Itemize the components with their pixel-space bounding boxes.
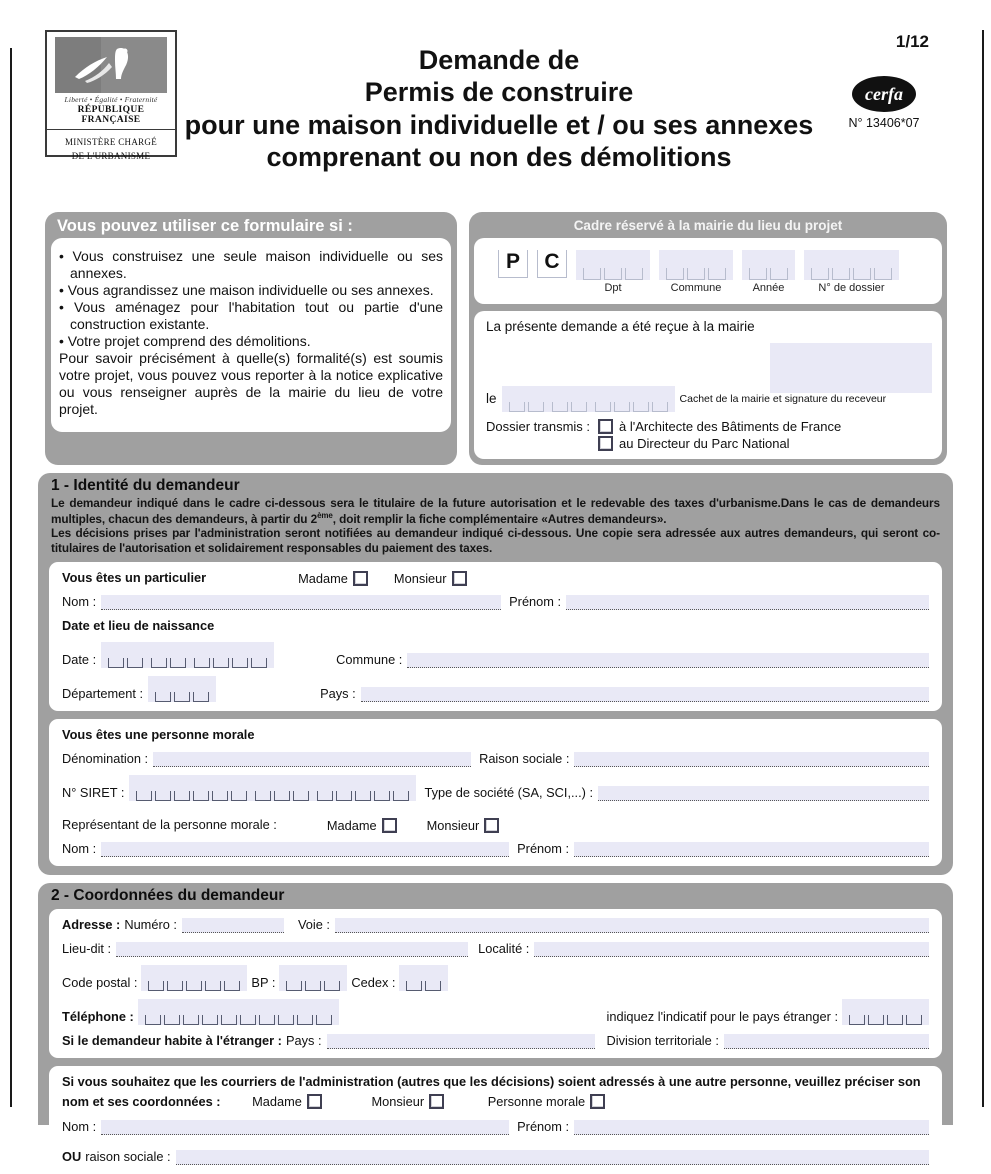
title-line1: Demande de [418, 45, 580, 75]
digit-cell [183, 1015, 199, 1025]
dpt-cells[interactable] [576, 250, 650, 280]
form-title [177, 30, 821, 174]
digit-cell [293, 791, 309, 801]
transmit-options [598, 419, 841, 451]
courrier-madame-label: Madame [252, 1093, 302, 1109]
digit-cell [633, 402, 649, 412]
commune-label: Commune [670, 281, 722, 294]
adresse-row [62, 917, 929, 933]
digit-cell [853, 268, 871, 280]
digit-cell [297, 1015, 313, 1025]
header-right [821, 30, 947, 174]
abf-checkbox[interactable] [598, 419, 613, 434]
parc-national-checkbox[interactable] [598, 436, 613, 451]
digit-cell [849, 1015, 865, 1025]
etranger-row [62, 1033, 929, 1049]
commune-group [659, 250, 733, 294]
division-label: Division territoriale : [606, 1033, 719, 1049]
rep-nom-label: Nom : [62, 841, 97, 857]
title-line3: pour une maison individuelle et / ou ses annexes [184, 109, 814, 140]
usage-note: Pour savoir précisément à quelle(s) formalité(s) est soumis votre projet, vous pouvez vous reporter à la notice explicative ou vous renseigner auprès de la mairie du lieu de votre projet. [59, 350, 443, 418]
digit-cell [355, 791, 371, 801]
digit-cell [202, 1015, 218, 1025]
lieudit-input[interactable] [116, 942, 468, 957]
courrier-monsieur-checkbox[interactable] [429, 1094, 444, 1109]
digit-cell [571, 402, 587, 412]
digit-cell [666, 268, 684, 280]
birth-date-row [62, 642, 929, 668]
usage-panel [45, 212, 457, 465]
logo-republic: RÉPUBLIQUE FRANÇAISE [47, 105, 175, 130]
digit-cell [687, 268, 705, 280]
digit-cell [212, 791, 228, 801]
commune-naissance-input[interactable] [407, 653, 929, 668]
transmit-option-parc [598, 436, 841, 451]
type-societe-label: Type de société (SA, SCI,...) : [424, 785, 594, 801]
rep-nom-prenom-row [62, 841, 929, 857]
date-naissance-cells[interactable] [101, 642, 274, 668]
republique-francaise-logo-box [45, 30, 177, 161]
digit-cell [213, 658, 229, 668]
digit-cell [749, 268, 767, 280]
digit-cell [317, 791, 333, 801]
digit-cell [278, 1015, 294, 1025]
dossier-label: N° de dossier [818, 281, 885, 294]
courrier-monsieur-label: Monsieur [371, 1093, 425, 1109]
rep-nom-input[interactable] [101, 842, 509, 857]
madame-label: Madame [298, 571, 348, 587]
dpt-label: Dpt [604, 281, 622, 294]
siret-cells[interactable] [129, 775, 416, 801]
date-label: Date : [62, 652, 97, 668]
courrier-raison-input[interactable] [176, 1150, 929, 1165]
type-societe-input[interactable] [598, 786, 929, 801]
telephone-cells[interactable] [138, 999, 339, 1025]
title-line4: comprenant ou non des démolitions [266, 142, 732, 173]
mairie-reception-box [474, 311, 942, 459]
courrier-intro-row [62, 1072, 929, 1110]
birth-place-row [62, 676, 929, 702]
digit-cell [259, 1015, 275, 1025]
usage-panel-body [51, 238, 451, 433]
mairie-panel-title: Cadre réservé à la mairie du lieu du projet [573, 217, 843, 233]
section-coordonnees [38, 883, 953, 1164]
code-postal-label: Code postal : [62, 975, 138, 991]
commune-naissance-label: Commune : [336, 652, 403, 668]
raison-sociale-input[interactable] [574, 752, 929, 767]
pays-naissance-input[interactable] [361, 687, 929, 702]
digit-cell [652, 402, 668, 412]
digit-cell [595, 402, 611, 412]
cedex-label: Cedex : [351, 975, 396, 991]
courrier-nom-label: Nom : [62, 1118, 97, 1134]
courrier-personne-morale-option [488, 1092, 605, 1111]
digit-cell [887, 1015, 903, 1025]
digit-cell [286, 981, 302, 991]
bp-label: BP : [251, 975, 276, 991]
courrier-madame-checkbox[interactable] [307, 1094, 322, 1109]
digit-cell [255, 791, 271, 801]
section1-description [38, 496, 953, 563]
stamp-label: Cachet de la mairie et signature du receveur [679, 392, 887, 405]
rep-madame-label: Madame [326, 818, 377, 834]
telephone-label: Téléphone : [62, 1009, 134, 1025]
digit-cell [552, 402, 568, 412]
departement-cells[interactable] [148, 676, 216, 702]
digit-cell [614, 402, 630, 412]
numero-input[interactable] [182, 918, 284, 933]
ou-label: OU [62, 1148, 82, 1164]
digit-cell [811, 268, 829, 280]
code-postal-row [62, 965, 929, 991]
indicatif-cells[interactable] [842, 999, 929, 1025]
rep-prenom-label: Prénom : [517, 841, 570, 857]
section1-desc-part2: , doit remplir la fiche complémentaire «Autres demandeurs». [332, 511, 667, 526]
voie-label: Voie : [297, 917, 330, 933]
courrier-nom-row [62, 1119, 929, 1135]
digit-cell [167, 981, 183, 991]
digit-cell [406, 981, 422, 991]
nom-input[interactable] [101, 595, 501, 610]
digit-cell [193, 692, 209, 702]
mairie-panel [469, 212, 947, 465]
courrier-box [49, 1066, 942, 1173]
bp-cells[interactable] [279, 965, 347, 991]
pays-input[interactable] [327, 1034, 595, 1049]
usage-bullet-1: • Vous construisez une seule maison individuelle ou ses annexes. [59, 248, 443, 282]
digit-cell [155, 692, 171, 702]
prenom-input[interactable] [566, 595, 929, 610]
digit-cell [625, 268, 643, 280]
indicatif-label: indiquez l'indicatif pour le pays étranger : [606, 1009, 838, 1025]
denomination-row [62, 751, 929, 767]
pc-letter-c: C [537, 250, 567, 278]
digit-cell [374, 791, 390, 801]
pc-letter-p: P [498, 250, 528, 278]
digit-cell [193, 791, 209, 801]
section1-title: 1 - Identité du demandeur [51, 476, 240, 494]
courrier-raison-label: raison sociale : [85, 1148, 171, 1164]
digit-cell [868, 1015, 884, 1025]
particulier-title-row [62, 570, 929, 586]
courrier-madame-option [252, 1092, 322, 1111]
logo-ministry [51, 130, 171, 163]
birth-title: Date et lieu de naissance [62, 618, 215, 634]
code-postal-cells[interactable] [141, 965, 247, 991]
commune-cells[interactable] [659, 250, 733, 280]
digit-cell [305, 981, 321, 991]
transmit-row [486, 419, 930, 451]
page-border-left [10, 48, 12, 1107]
representant-label: Représentant de la personne morale : [62, 817, 277, 833]
rep-monsieur-checkbox[interactable] [484, 818, 499, 833]
digit-cell [170, 658, 186, 668]
digit-cell [174, 692, 190, 702]
raison-sociale-label: Raison sociale : [479, 751, 570, 767]
madame-option [298, 571, 368, 586]
cerfa-number: N° 13406*07 [848, 116, 920, 130]
departement-label: Département : [62, 686, 144, 702]
cerfa-logo: cerfa [852, 76, 916, 112]
digit-cell [336, 791, 352, 801]
cedex-cells[interactable] [399, 965, 448, 991]
monsieur-checkbox[interactable] [452, 571, 467, 586]
courrier-prenom-input[interactable] [574, 1120, 929, 1135]
digit-cell [770, 268, 788, 280]
digit-cell [509, 402, 525, 412]
digit-cell [164, 1015, 180, 1025]
courrier-personne-morale-checkbox[interactable] [590, 1094, 605, 1109]
digit-cell [186, 981, 202, 991]
usage-bullet-4: • Votre projet comprend des démolitions. [59, 333, 443, 350]
monsieur-label: Monsieur [393, 571, 447, 587]
digit-cell [528, 402, 544, 412]
particulier-title: Vous êtes un particulier [62, 570, 207, 586]
pays-label: Pays : [285, 1033, 322, 1049]
courrier-prenom-label: Prénom : [517, 1118, 570, 1134]
telephone-row [62, 999, 929, 1025]
usage-panel-title: Vous pouvez utiliser ce formulaire si : [57, 216, 353, 235]
form-page [0, 30, 991, 1164]
digit-cell [232, 658, 248, 668]
etranger-label: Si le demandeur habite à l'étranger : [62, 1033, 282, 1049]
title-line2: Permis de construire [364, 77, 634, 108]
digit-cell [136, 791, 152, 801]
courrier-nom-input[interactable] [101, 1120, 509, 1135]
usage-bullet-2: • Vous agrandissez une maison individuelle ou ses annexes. [59, 282, 443, 299]
localite-input[interactable] [534, 942, 929, 957]
digit-cell [906, 1015, 922, 1025]
digit-cell [324, 981, 340, 991]
digit-cell [231, 791, 247, 801]
rep-prenom-input[interactable] [574, 842, 929, 857]
madame-checkbox[interactable] [353, 571, 368, 586]
digit-cell [274, 791, 290, 801]
courrier-intro: Si vous souhaitez que les courriers de l'administration (autres que les décisions) soient adressés à une autre personne, veuillez préciser son nom et ses coordonnées : [62, 1074, 921, 1109]
digit-cell [583, 268, 601, 280]
digit-cell [708, 268, 726, 280]
digit-cell [205, 981, 221, 991]
lieudit-row [62, 941, 929, 957]
morale-title-row [62, 727, 929, 743]
localite-label: Localité : [478, 941, 530, 957]
prenom-label: Prénom : [509, 594, 562, 610]
denomination-label: Dénomination : [62, 751, 149, 767]
digit-cell [194, 658, 210, 668]
mairie-code-box [474, 238, 942, 304]
ministry-line1: MINISTÈRE CHARGÉ [64, 137, 158, 147]
raison-row [62, 1149, 929, 1165]
logo-motto: Liberté • Égalité • Fraternité [64, 95, 158, 104]
ministry-line2: DE L'URBANISME [71, 150, 151, 161]
pays-naissance-label: Pays : [320, 686, 356, 702]
digit-cell [251, 658, 267, 668]
rep-monsieur-option [427, 818, 500, 833]
digit-cell [174, 791, 190, 801]
digit-cell [221, 1015, 237, 1025]
page-number: 1/12 [895, 32, 929, 51]
pc-code-row [486, 246, 930, 296]
section1-desc-part1: Le demandeur indiqué dans le cadre ci-dessous sera le titulaire de la future autorisation et le redevable des taxes d'urbanisme.Dans le cas de demandeurs multiples, chacun des demandeurs, à partir du 2 [51, 495, 940, 526]
digit-cell [240, 1015, 256, 1025]
siret-row [62, 775, 929, 801]
numero-label: Numéro : [124, 917, 177, 933]
digit-cell [148, 981, 164, 991]
annee-group [742, 250, 795, 294]
top-columns [45, 212, 947, 465]
digit-cell [151, 658, 167, 668]
particulier-box [49, 562, 942, 711]
section2-title: 2 - Coordonnées du demandeur [51, 887, 285, 905]
rep-monsieur-label: Monsieur [426, 818, 480, 834]
digit-cell [604, 268, 622, 280]
transmit-option-abf [598, 419, 841, 434]
annee-label: Année [752, 281, 785, 294]
digit-cell [127, 658, 143, 668]
representant-row [62, 817, 929, 833]
annee-cells[interactable] [742, 250, 795, 280]
transmitted-label: Dossier transmis : [486, 418, 591, 434]
personne-morale-box [49, 719, 942, 866]
morale-title: Vous êtes une personne morale [62, 727, 255, 743]
digit-cell [316, 1015, 332, 1025]
page-border-right [982, 30, 984, 1107]
coordonnees-box [49, 909, 942, 1058]
stamp-area[interactable] [770, 343, 932, 393]
le-label: le [486, 391, 497, 407]
division-input[interactable] [724, 1034, 929, 1049]
digit-cell [155, 791, 171, 801]
digit-cell [108, 658, 124, 668]
dossier-group [804, 250, 899, 294]
siret-label: N° SIRET : [62, 785, 125, 801]
received-label: La présente demande a été reçue à la mairie [486, 318, 755, 334]
monsieur-option [394, 571, 467, 586]
adresse-label: Adresse : [62, 917, 121, 933]
abf-label: à l'Architecte des Bâtiments de France [619, 418, 842, 434]
section1-desc-sup: ème [317, 510, 333, 520]
lieudit-label: Lieu-dit : [62, 941, 112, 957]
voie-input[interactable] [335, 918, 929, 933]
nom-label: Nom : [62, 594, 97, 610]
section1-desc-part3: Les décisions prises par l'administration seront notifiées au demandeur indiqué ci-dessous. Une copie sera adressée aux autres demandeurs, qui seront co-titulaires de l'autorisation et solidairement responsables du paiement des taxes. [51, 526, 940, 556]
denomination-input[interactable] [153, 752, 471, 767]
nom-prenom-row [62, 594, 929, 610]
courrier-personne-morale-label: Personne morale [487, 1093, 586, 1109]
rep-madame-checkbox[interactable] [382, 818, 397, 833]
reception-date-cells[interactable] [502, 386, 675, 412]
digit-cell [145, 1015, 161, 1025]
usage-bullet-3: • Vous aménagez pour l'habitation tout ou partie d'une construction existante. [59, 299, 443, 333]
marianne-logo-icon [55, 37, 167, 93]
digit-cell [224, 981, 240, 991]
dpt-group [576, 250, 650, 294]
section-identite [38, 473, 953, 876]
birth-title-row [62, 618, 929, 634]
digit-cell [393, 791, 409, 801]
rep-madame-option [327, 818, 397, 833]
parc-label: au Directeur du Parc National [619, 435, 790, 451]
digit-cell [874, 268, 892, 280]
header [45, 30, 947, 174]
courrier-monsieur-option [372, 1092, 445, 1111]
digit-cell [425, 981, 441, 991]
digit-cell [832, 268, 850, 280]
dossier-cells[interactable] [804, 250, 899, 280]
